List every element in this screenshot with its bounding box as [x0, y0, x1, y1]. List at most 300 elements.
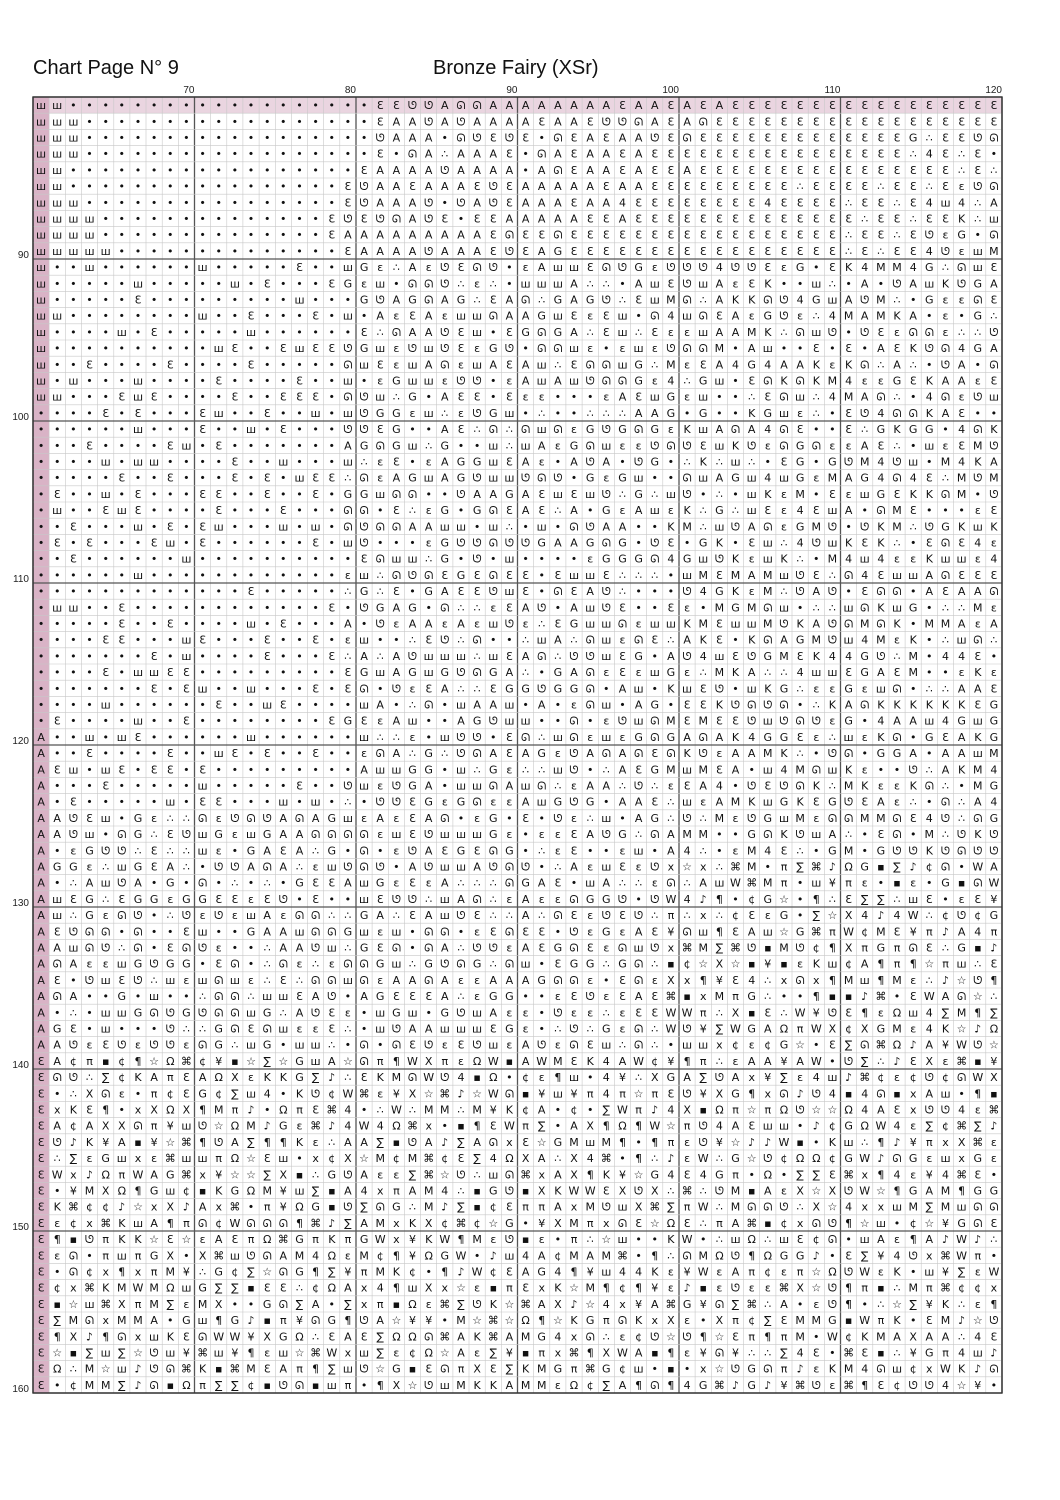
stitch-symbol: •: [54, 569, 61, 582]
stitch-symbol: •: [119, 132, 126, 145]
stitch-symbol: A: [53, 828, 61, 841]
stitch-symbol: A: [473, 245, 481, 258]
stitch-symbol: ∴: [877, 1298, 884, 1311]
stitch-symbol: •: [522, 164, 529, 177]
stitch-symbol: •: [86, 715, 93, 728]
stitch-symbol: Ɛ: [716, 310, 723, 323]
stitch-symbol: A: [344, 229, 352, 242]
stitch-symbol: ш: [198, 261, 208, 274]
stitch-symbol: ¶: [716, 925, 723, 938]
stitch-symbol: Ɛ: [829, 148, 836, 161]
stitch-symbol: ∑: [877, 893, 885, 906]
stitch-symbol: ▪: [328, 1201, 335, 1214]
stitch-symbol: ᘎ: [343, 213, 352, 226]
stitch-symbol: ∑: [861, 1055, 869, 1068]
stitch-symbol: K: [813, 780, 821, 793]
stitch-symbol: G: [328, 812, 337, 825]
stitch-symbol: M: [698, 1249, 708, 1262]
stitch-symbol: •: [119, 537, 126, 550]
stitch-symbol: ∴: [458, 990, 465, 1003]
stitch-symbol: ▪: [845, 990, 852, 1003]
stitch-symbol: A: [683, 634, 691, 647]
stitch-symbol: Ɛ: [409, 1039, 416, 1052]
stitch-symbol: ∑: [538, 1120, 546, 1133]
stitch-symbol: ᘎ: [699, 1120, 708, 1133]
stitch-symbol: Ɛ: [651, 796, 658, 809]
stitch-symbol: G: [214, 1023, 223, 1036]
stitch-symbol: •: [458, 213, 465, 226]
stitch-symbol: •: [926, 310, 933, 323]
stitch-symbol: ∴: [70, 1006, 77, 1019]
stitch-symbol: ∴: [441, 407, 448, 420]
stitch-symbol: •: [248, 229, 255, 242]
stitch-symbol: ε: [684, 391, 690, 404]
stitch-symbol: K: [813, 375, 821, 388]
stitch-symbol: M: [246, 1363, 256, 1376]
stitch-symbol: ¶: [635, 1282, 642, 1295]
stitch-symbol: ε: [716, 1282, 722, 1295]
stitch-symbol: ш: [391, 763, 401, 776]
stitch-symbol: ⌘: [229, 1201, 240, 1214]
stitch-symbol: π: [894, 958, 901, 971]
stitch-symbol: Ω: [796, 1152, 804, 1165]
stitch-symbol: G: [408, 780, 417, 793]
stitch-symbol: ᘎ: [973, 844, 982, 857]
stitch-symbol: G: [990, 812, 999, 825]
stitch-symbol: ∴: [425, 439, 432, 452]
stitch-symbol: Ɛ: [619, 990, 626, 1003]
stitch-symbol: ᘎ: [327, 990, 336, 1003]
stitch-symbol: ᘏ: [731, 423, 740, 436]
stitch-symbol: ∑: [796, 1168, 804, 1181]
stitch-symbol: A: [360, 1217, 368, 1230]
stitch-symbol: •: [474, 1249, 481, 1262]
stitch-symbol: •: [135, 115, 142, 128]
stitch-symbol: ε: [393, 1347, 399, 1360]
stitch-symbol: ш: [747, 618, 757, 631]
stitch-symbol: G: [214, 828, 223, 841]
stitch-symbol: A: [635, 925, 643, 938]
stitch-symbol: ш: [521, 439, 531, 452]
stitch-symbol: •: [70, 456, 77, 469]
stitch-symbol: ε: [474, 1347, 480, 1360]
stitch-symbol: •: [54, 423, 61, 436]
stitch-symbol: Ɛ: [328, 277, 335, 290]
stitch-symbol: ш: [553, 488, 563, 501]
stitch-symbol: ш: [165, 796, 175, 809]
stitch-symbol: π: [522, 1201, 529, 1214]
stitch-symbol: Ɛ: [151, 391, 158, 404]
stitch-symbol: •: [425, 488, 432, 501]
stitch-symbol: •: [183, 423, 190, 436]
stitch-symbol: A: [425, 844, 433, 857]
stitch-symbol: ᘏ: [343, 958, 352, 971]
stitch-symbol: G: [295, 1055, 304, 1068]
stitch-symbol: ᘏ: [812, 1217, 821, 1230]
stitch-symbol: •: [232, 682, 239, 695]
stitch-symbol: •: [70, 407, 77, 420]
stitch-symbol: •: [329, 391, 336, 404]
stitch-symbol: ᘎ: [634, 1185, 643, 1198]
stitch-symbol: ∑: [716, 942, 724, 955]
stitch-symbol: ш: [634, 715, 644, 728]
stitch-symbol: ш: [375, 391, 385, 404]
stitch-symbol: ¥: [619, 1168, 626, 1181]
stitch-symbol: ε: [636, 439, 642, 452]
stitch-symbol: Ɛ: [651, 1006, 658, 1019]
stitch-symbol: Ɛ: [781, 229, 788, 242]
stitch-symbol: Ɛ: [118, 893, 125, 906]
stitch-symbol: ε: [361, 277, 367, 290]
stitch-symbol: M: [844, 310, 854, 323]
stitch-symbol: ш: [472, 326, 482, 339]
stitch-symbol: Ɛ: [151, 537, 158, 550]
stitch-symbol: Ɛ: [781, 213, 788, 226]
stitch-symbol: ε: [943, 294, 949, 307]
stitch-symbol: Ɛ: [490, 213, 497, 226]
stitch-symbol: ε: [846, 439, 852, 452]
stitch-symbol: ∑: [312, 1071, 320, 1084]
stitch-symbol: •: [312, 115, 319, 128]
stitch-symbol: x: [199, 1168, 206, 1181]
stitch-symbol: Ɛ: [280, 844, 287, 857]
stitch-symbol: A: [360, 229, 368, 242]
stitch-symbol: 4: [942, 1168, 949, 1181]
stitch-symbol: A: [70, 990, 78, 1003]
stitch-symbol: ☆: [278, 1055, 288, 1068]
stitch-symbol: 4: [990, 796, 997, 809]
stitch-symbol: ε: [474, 812, 480, 825]
stitch-symbol: •: [942, 423, 949, 436]
stitch-symbol: π: [829, 925, 836, 938]
stitch-symbol: M: [537, 1363, 547, 1376]
stitch-symbol: G: [715, 504, 724, 517]
stitch-symbol: ᘎ: [892, 277, 901, 290]
stitch-symbol: ᘎ: [473, 537, 482, 550]
stitch-symbol: •: [894, 763, 901, 776]
stitch-symbol: •: [248, 942, 255, 955]
stitch-symbol: ш: [52, 115, 62, 128]
stitch-symbol: •: [151, 1023, 158, 1036]
stitch-symbol: ш: [650, 277, 660, 290]
stitch-symbol: Ɛ: [878, 828, 885, 841]
stitch-symbol: ᘎ: [101, 942, 110, 955]
stitch-symbol: ᘎ: [699, 261, 708, 274]
stitch-symbol: Ω: [295, 1330, 303, 1343]
stitch-symbol: ∴: [990, 310, 997, 323]
stitch-symbol: ᘎ: [683, 650, 692, 663]
stitch-symbol: •: [86, 391, 93, 404]
stitch-symbol: ᘎ: [343, 861, 352, 874]
stitch-symbol: G: [860, 861, 869, 874]
stitch-symbol: ∴: [474, 877, 481, 890]
stitch-symbol: •: [70, 569, 77, 582]
stitch-symbol: K: [86, 1136, 94, 1149]
stitch-symbol: G: [764, 893, 773, 906]
stitch-symbol: ε: [474, 277, 480, 290]
stitch-symbol: A: [603, 456, 611, 469]
stitch-symbol: ☆: [246, 1168, 256, 1181]
stitch-symbol: G: [489, 828, 498, 841]
stitch-symbol: A: [570, 180, 578, 193]
stitch-symbol: A: [570, 277, 578, 290]
stitch-symbol: •: [991, 1168, 998, 1181]
stitch-symbol: K: [732, 439, 740, 452]
stitch-symbol: ε: [297, 958, 303, 971]
stitch-symbol: ᘏ: [779, 391, 788, 404]
stitch-symbol: Ɛ: [215, 439, 222, 452]
stitch-symbol: Ɛ: [748, 537, 755, 550]
stitch-symbol: Ɛ: [813, 504, 820, 517]
stitch-symbol: A: [393, 472, 401, 485]
stitch-symbol: •: [167, 277, 174, 290]
stitch-symbol: •: [280, 115, 287, 128]
stitch-symbol: Ω: [990, 1023, 998, 1036]
stitch-symbol: ♪: [942, 925, 949, 938]
stitch-symbol: Ɛ: [38, 1233, 45, 1246]
stitch-symbol: ᘏ: [683, 925, 692, 938]
stitch-symbol: G: [602, 553, 611, 566]
stitch-symbol: ∴: [813, 601, 820, 614]
stitch-symbol: Ɛ: [70, 1023, 77, 1036]
stitch-symbol: A: [683, 115, 691, 128]
stitch-symbol: •: [829, 423, 836, 436]
stitch-symbol: Ɛ: [264, 1282, 271, 1295]
stitch-symbol: •: [135, 358, 142, 371]
stitch-symbol: ε: [943, 439, 949, 452]
stitch-symbol: ∴: [877, 358, 884, 371]
stitch-symbol: ᘏ: [360, 958, 369, 971]
stitch-symbol: ш: [327, 942, 337, 955]
stitch-symbol: •: [119, 196, 126, 209]
stitch-symbol: ᘎ: [586, 990, 595, 1003]
stitch-symbol: ш: [36, 375, 46, 388]
stitch-symbol: A: [522, 796, 530, 809]
stitch-symbol: ∴: [102, 861, 109, 874]
stitch-symbol: G: [860, 650, 869, 663]
stitch-symbol: 4: [716, 780, 723, 793]
stitch-symbol: A: [506, 294, 514, 307]
stitch-symbol: •: [264, 456, 271, 469]
stitch-symbol: ε: [603, 472, 609, 485]
stitch-symbol: ᘎ: [182, 828, 191, 841]
stitch-symbol: ш: [973, 261, 983, 274]
stitch-symbol: •: [199, 747, 206, 760]
stitch-symbol: M: [892, 504, 902, 517]
stitch-symbol: •: [215, 213, 222, 226]
stitch-symbol: Ɛ: [878, 326, 885, 339]
stitch-symbol: ш: [101, 877, 111, 890]
stitch-symbol: •: [684, 537, 691, 550]
stitch-symbol: Ɛ: [878, 99, 885, 112]
stitch-symbol: A: [506, 99, 514, 112]
stitch-symbol: ¢: [328, 1152, 335, 1165]
stitch-symbol: ¥: [538, 1087, 545, 1100]
stitch-symbol: •: [215, 780, 222, 793]
stitch-symbol: Ɛ: [70, 520, 77, 533]
stitch-symbol: Ɛ: [183, 682, 190, 695]
stitch-symbol: 4: [958, 456, 965, 469]
stitch-symbol: Ɛ: [974, 650, 981, 663]
stitch-symbol: •: [119, 115, 126, 128]
stitch-symbol: A: [909, 277, 917, 290]
stitch-symbol: •: [135, 585, 142, 598]
stitch-symbol: ᘏ: [537, 650, 546, 663]
stitch-symbol: Ɛ: [781, 164, 788, 177]
stitch-symbol: •: [393, 537, 400, 550]
stitch-symbol: •: [312, 601, 319, 614]
stitch-symbol: ε: [377, 261, 383, 274]
stitch-symbol: ш: [36, 229, 46, 242]
stitch-symbol: ᘎ: [198, 1006, 207, 1019]
stitch-symbol: ᘏ: [537, 326, 546, 339]
stitch-symbol: ∴: [458, 1104, 465, 1117]
stitch-symbol: G: [360, 294, 369, 307]
stitch-symbol: W: [536, 1055, 547, 1068]
stitch-symbol: •: [135, 1023, 142, 1036]
stitch-symbol: ш: [101, 456, 111, 469]
stitch-symbol: G: [941, 877, 950, 890]
stitch-symbol: ☆: [295, 1347, 305, 1360]
stitch-symbol: •: [167, 132, 174, 145]
stitch-symbol: ш: [375, 666, 385, 679]
stitch-symbol: Ɛ: [651, 634, 658, 647]
stitch-symbol: K: [942, 277, 950, 290]
stitch-symbol: Ɛ: [861, 796, 868, 809]
stitch-symbol: •: [151, 277, 158, 290]
stitch-symbol: ᘎ: [586, 375, 595, 388]
stitch-symbol: •: [329, 537, 336, 550]
stitch-symbol: Ɛ: [312, 472, 319, 485]
stitch-symbol: K: [700, 456, 708, 469]
stitch-symbol: ᘎ: [683, 261, 692, 274]
stitch-symbol: ∴: [926, 132, 933, 145]
stitch-symbol: Ⅹ: [393, 1379, 401, 1392]
stitch-symbol: G: [263, 1006, 272, 1019]
stitch-symbol: Ɛ: [845, 407, 852, 420]
stitch-symbol: •: [54, 407, 61, 420]
stitch-symbol: A: [441, 115, 449, 128]
stitch-symbol: •: [215, 585, 222, 598]
stitch-symbol: •: [652, 844, 659, 857]
stitch-symbol: K: [667, 520, 675, 533]
stitch-symbol: W: [472, 1266, 483, 1279]
stitch-symbol: ∴: [538, 909, 545, 922]
stitch-symbol: A: [376, 164, 384, 177]
stitch-symbol: ¢: [215, 1087, 222, 1100]
stitch-symbol: ∴: [781, 326, 788, 339]
stitch-symbol: Ɛ: [603, 326, 610, 339]
stitch-symbol: Ɛ: [813, 148, 820, 161]
stitch-symbol: •: [232, 164, 239, 177]
stitch-symbol: G: [489, 812, 498, 825]
stitch-symbol: ¶: [135, 1185, 142, 1198]
stitch-symbol: π: [781, 861, 788, 874]
stitch-symbol: ε: [264, 1347, 270, 1360]
stitch-symbol: •: [296, 439, 303, 452]
stitch-symbol: •: [183, 391, 190, 404]
stitch-symbol: •: [700, 1314, 707, 1327]
stitch-symbol: G: [715, 1168, 724, 1181]
stitch-symbol: ᘎ: [569, 650, 578, 663]
stitch-symbol: A: [926, 1087, 934, 1100]
stitch-symbol: •: [555, 456, 562, 469]
stitch-symbol: ∴: [490, 277, 497, 290]
stitch-symbol: A: [732, 1266, 740, 1279]
stitch-symbol: ε: [749, 585, 755, 598]
stitch-symbol: •: [458, 812, 465, 825]
stitch-symbol: A: [296, 942, 304, 955]
stitch-symbol: G: [990, 780, 999, 793]
stitch-symbol: ▪: [877, 1282, 884, 1295]
stitch-symbol: •: [910, 828, 917, 841]
stitch-symbol: ¢: [587, 1379, 594, 1392]
stitch-symbol: ε: [571, 812, 577, 825]
stitch-symbol: •: [183, 245, 190, 258]
stitch-symbol: ∴: [296, 974, 303, 987]
stitch-symbol: ⌘: [310, 1217, 321, 1230]
stitch-symbol: ε: [506, 796, 512, 809]
stitch-symbol: Ɛ: [861, 245, 868, 258]
stitch-symbol: A: [150, 1071, 158, 1084]
stitch-symbol: •: [248, 537, 255, 550]
stitch-symbol: ᘎ: [489, 196, 498, 209]
stitch-symbol: ¶: [167, 1217, 174, 1230]
stitch-symbol: Ɛ: [102, 666, 109, 679]
stitch-symbol: •: [345, 763, 352, 776]
stitch-symbol: ¶: [813, 893, 820, 906]
stitch-symbol: G: [360, 261, 369, 274]
stitch-symbol: W: [988, 877, 999, 890]
stitch-symbol: •: [167, 375, 174, 388]
stitch-symbol: ¥: [409, 1314, 416, 1327]
stitch-symbol: ш: [84, 828, 94, 841]
stitch-symbol: 4: [845, 553, 852, 566]
stitch-symbol: x: [361, 1282, 368, 1295]
stitch-symbol: ε: [975, 375, 981, 388]
stitch-symbol: 4: [619, 1266, 626, 1279]
stitch-symbol: •: [829, 1347, 836, 1360]
row-number: 130: [12, 898, 29, 909]
stitch-symbol: 4: [748, 974, 755, 987]
stitch-symbol: A: [360, 763, 368, 776]
stitch-symbol: A: [554, 1201, 562, 1214]
stitch-symbol: Ɛ: [668, 277, 675, 290]
stitch-symbol: A: [651, 115, 659, 128]
stitch-symbol: K: [829, 699, 837, 712]
stitch-symbol: ∴: [474, 601, 481, 614]
stitch-symbol: ∴: [635, 326, 642, 339]
stitch-symbol: Ɛ: [635, 294, 642, 307]
stitch-symbol: •: [797, 877, 804, 890]
stitch-symbol: W: [52, 1168, 63, 1181]
stitch-symbol: Ⅹ: [829, 1023, 837, 1036]
stitch-symbol: •: [86, 132, 93, 145]
stitch-symbol: 4: [829, 650, 836, 663]
stitch-symbol: ш: [165, 1347, 175, 1360]
stitch-symbol: M: [246, 1120, 256, 1133]
stitch-symbol: Ⅹ: [102, 1120, 110, 1133]
stitch-symbol: •: [232, 439, 239, 452]
stitch-symbol: ☆: [230, 1168, 240, 1181]
stitch-symbol: A: [441, 245, 449, 258]
stitch-symbol: ᘎ: [505, 537, 514, 550]
stitch-symbol: ᘏ: [440, 1363, 449, 1376]
stitch-symbol: ᘎ: [133, 909, 142, 922]
stitch-symbol: ш: [763, 537, 773, 550]
stitch-symbol: ε: [345, 1249, 351, 1262]
stitch-symbol: M: [747, 601, 757, 614]
